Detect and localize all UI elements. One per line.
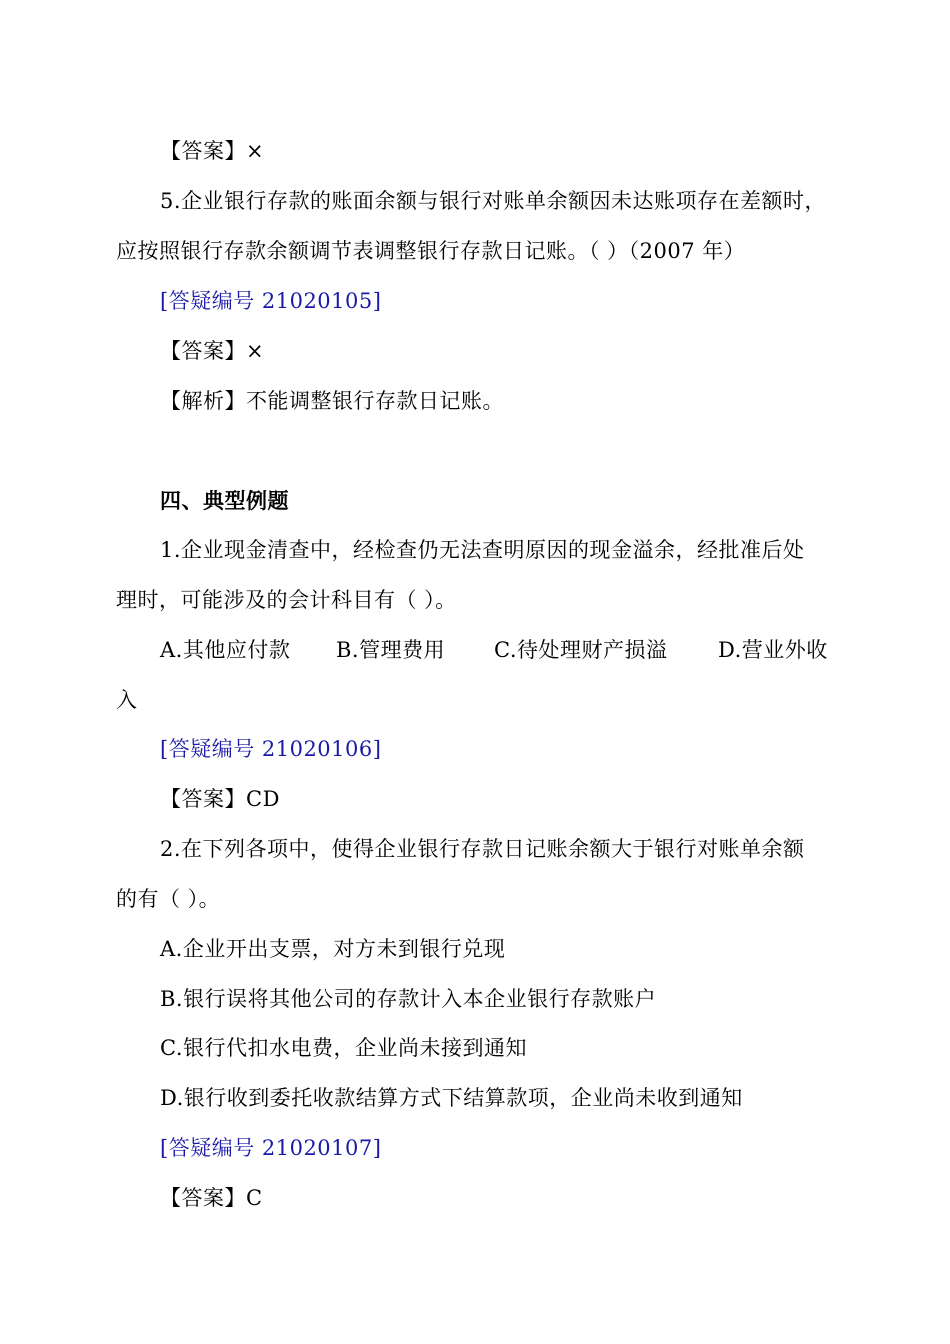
question-5-line-2: 应按照银行存款余额调节表调整银行存款日记账。（ ）（2007 年）: [116, 239, 746, 263]
section-heading: 四、典型例题: [160, 489, 289, 513]
option-c: C.银行代扣水电费，企业尚未接到通知: [160, 1036, 527, 1060]
option-d-wrap: 入: [116, 688, 138, 712]
option-a: A.企业开出支票，对方未到银行兑现: [160, 937, 506, 961]
qa-reference-link[interactable]: [答疑编号 21020106]: [160, 737, 382, 761]
example-1-line-2: 理时，可能涉及的会计科目有（ ）。: [116, 588, 457, 612]
option-b: B.银行误将其他公司的存款计入本企业银行存款账户: [160, 987, 657, 1011]
analysis-line: 【解析】不能调整银行存款日记账。: [160, 389, 504, 413]
answer-line: 【答案】×: [160, 139, 265, 163]
example-2-line-1: 2.在下列各项中，使得企业银行存款日记账余额大于银行对账单余额: [160, 837, 805, 861]
option-d: D.营业外收: [718, 638, 828, 662]
question-5-line-1: 5.企业银行存款的账面余额与银行对账单余额因未达账项存在差额时，: [160, 189, 827, 213]
answer-line: 【答案】CD: [160, 787, 280, 811]
option-a: A.其他应付款: [160, 638, 291, 662]
answer-line: 【答案】C: [160, 1186, 263, 1210]
example-2-line-2: 的有（ ）。: [116, 887, 221, 911]
qa-reference-link[interactable]: [答疑编号 21020105]: [160, 289, 382, 313]
answer-line: 【答案】×: [160, 339, 265, 363]
option-d: D.银行收到委托收款结算方式下结算款项，企业尚未收到通知: [160, 1086, 743, 1110]
option-b: B.管理费用: [336, 638, 446, 662]
qa-reference-link[interactable]: [答疑编号 21020107]: [160, 1136, 382, 1160]
option-c: C.待处理财产损溢: [494, 638, 668, 662]
example-1-line-1: 1.企业现金清查中，经检查仍无法查明原因的现金溢余，经批准后处: [160, 538, 805, 562]
